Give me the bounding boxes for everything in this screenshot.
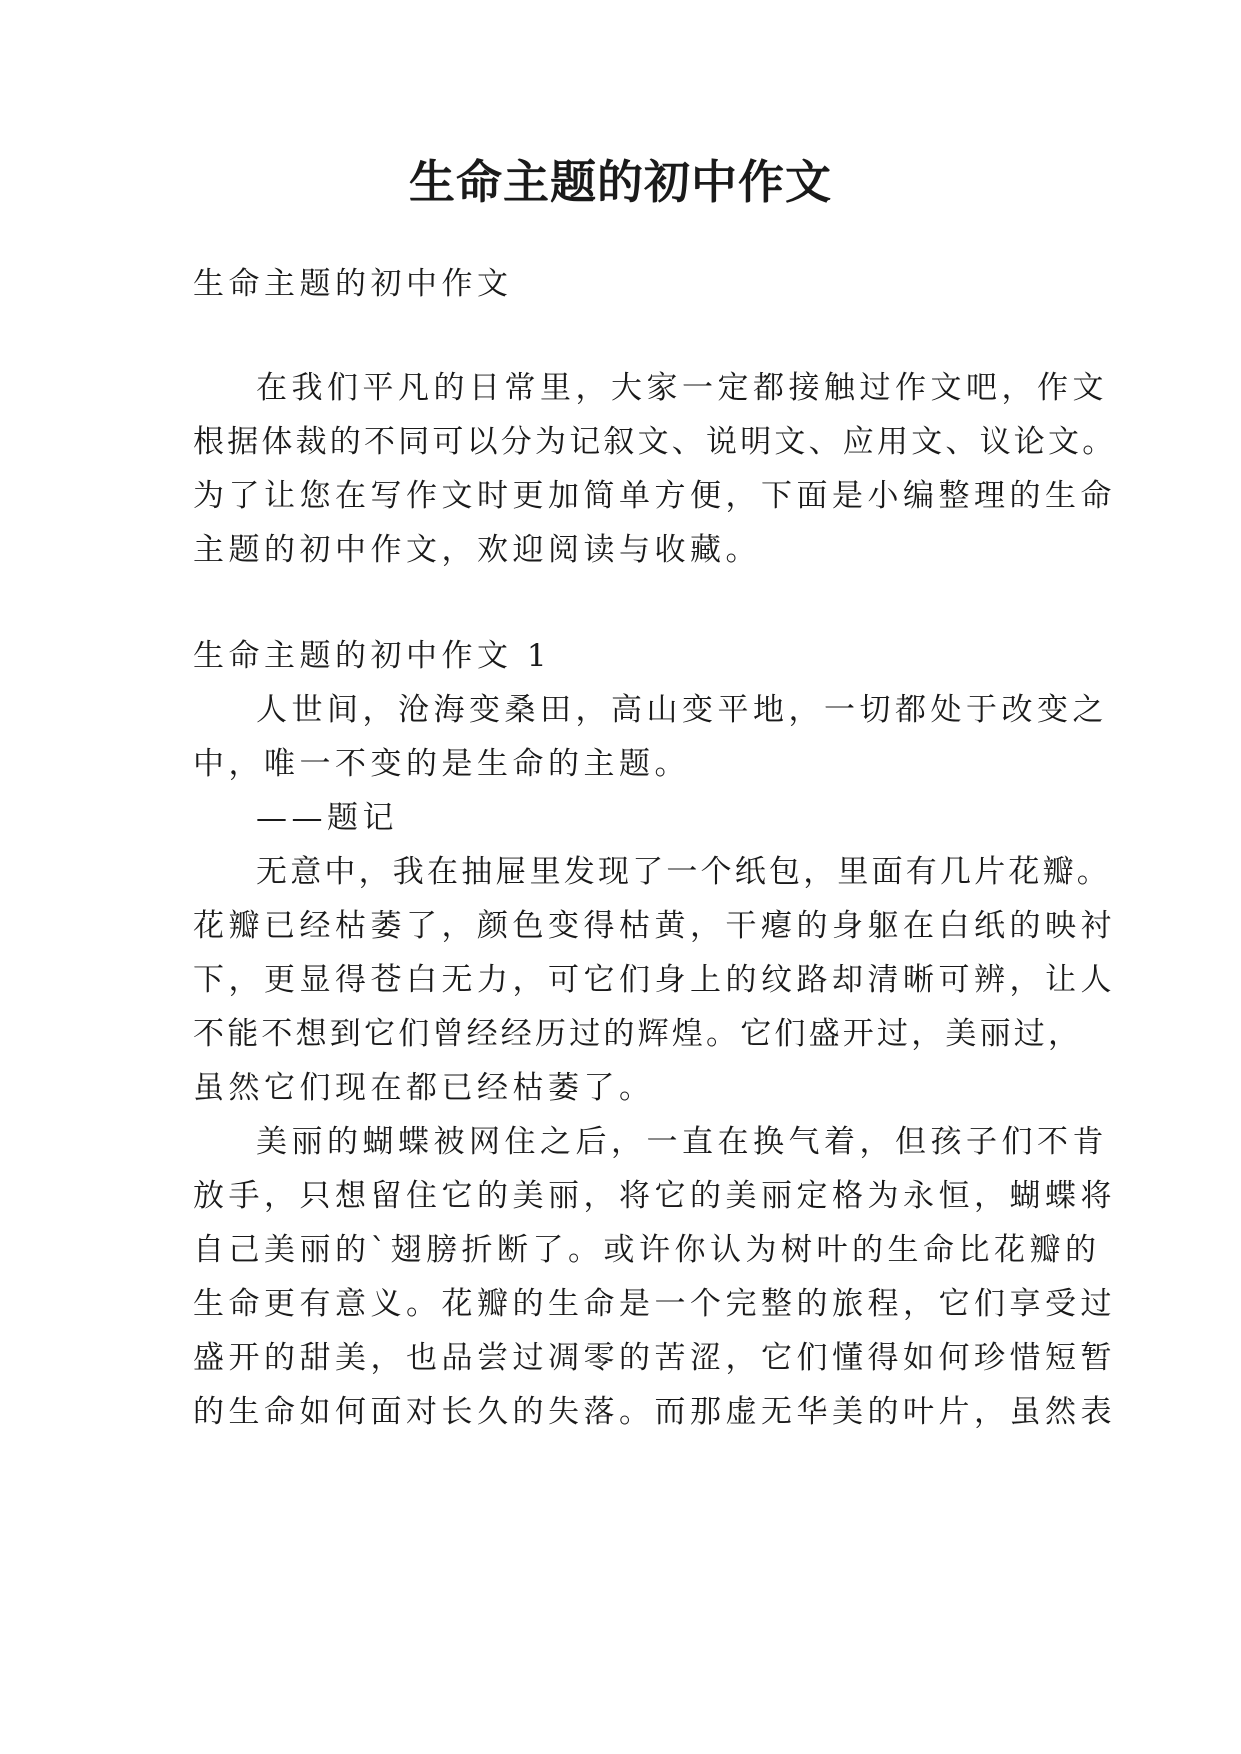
intro-line-4: 主题的初中作文，欢迎阅读与收藏。 — [193, 532, 761, 568]
intro-line-1: 在我们平凡的日常里，大家一定都接触过作文吧，作文 — [256, 370, 1108, 406]
body-line-4: 无意中，我在抽屉里发现了一个纸包，里面有几片花瓣。 — [256, 854, 1111, 890]
body-line-3: ——题记 — [256, 800, 398, 836]
body-line-12: 生命更有意义。花瓣的生命是一个完整的旅程，它们享受过 — [193, 1286, 1116, 1322]
body-line-10: 放手，只想留住它的美丽，将它的美丽定格为永恒，蝴蝶将 — [193, 1178, 1116, 1214]
body-line-14: 的生命如何面对长久的失落。而那虚无华美的叶片，虽然表 — [193, 1394, 1116, 1430]
body-line-2: 中，唯一不变的是生命的主题。 — [193, 746, 690, 782]
body-line-1: 人世间，沧海变桑田，高山变平地，一切都处于改变之 — [256, 692, 1108, 728]
body-line-8: 虽然它们现在都已经枯萎了。 — [193, 1070, 655, 1106]
body-line-9: 美丽的蝴蝶被网住之后，一直在换气着，但孩子们不肯 — [256, 1124, 1108, 1160]
body-line-6: 下，更显得苍白无力，可它们身上的纹路却清晰可辨，让人 — [193, 962, 1116, 998]
intro-line-3: 为了让您在写作文时更加简单方便，下面是小编整理的生命 — [193, 478, 1116, 514]
body-line-7: 不能不想到它们曾经经历过的辉煌。它们盛开过，美丽过， — [193, 1016, 1083, 1052]
document-title: 生命主题的初中作文 — [409, 155, 832, 209]
section-heading: 生命主题的初中作文 1 — [193, 638, 552, 674]
document-subtitle: 生命主题的初中作文 — [193, 266, 513, 302]
body-line-5: 花瓣已经枯萎了，颜色变得枯黄，干瘪的身躯在白纸的映衬 — [193, 908, 1116, 944]
body-line-11: 自己美丽的`翅膀折断了。或许你认为树叶的生命比花瓣的 — [193, 1232, 1101, 1268]
body-line-13: 盛开的甜美，也品尝过凋零的苦涩，它们懂得如何珍惜短暂 — [193, 1340, 1116, 1376]
intro-line-2: 根据体裁的不同可以分为记叙文、说明文、应用文、议论文。 — [193, 424, 1117, 460]
